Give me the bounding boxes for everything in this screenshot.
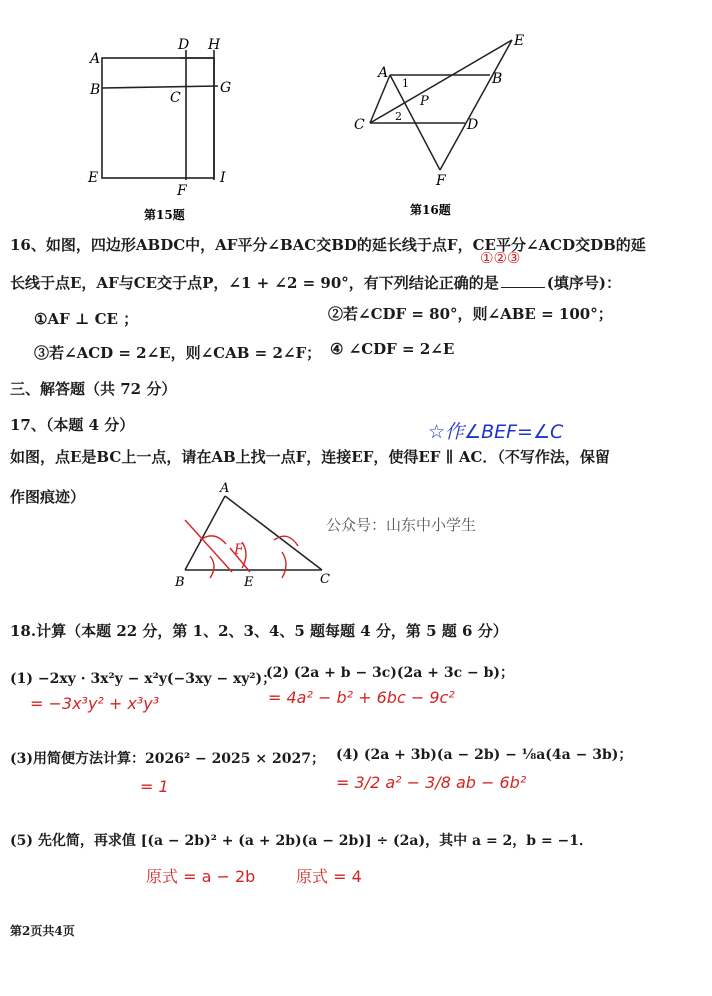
q17-title: 17、（本题 4 分） [10, 416, 135, 434]
fig17-label-b: B [175, 575, 185, 590]
q18-part-3-answer: = 1 [140, 777, 169, 796]
fig16-label-e: E [514, 33, 525, 49]
q17-handwritten-note: ☆作∠BEF=∠C [428, 421, 564, 443]
fig16-label-c: C [354, 117, 365, 133]
fig15-label-h: H [208, 37, 221, 53]
figure-15 [80, 30, 250, 230]
q16-answer-blank [501, 287, 545, 288]
fig16-label-d: D [467, 117, 479, 133]
fig16-label-f: F [436, 173, 446, 189]
q16-line2-suffix: (填序号)： [546, 274, 621, 292]
fig15-label-f: F [177, 183, 187, 199]
q18-part-3: (3)用简便方法计算：2026² − 2025 × 2027； [10, 751, 325, 767]
q18-part-2-answer: = 4a² − b² + 6bc − 9c² [268, 688, 455, 707]
fig16-label-b: B [492, 71, 503, 87]
q18-part-5: (5) 先化简，再求值 [(a − 2b)² + (a + 2b)(a − 2b)] ÷ (2a)，其中 a = 2，b = −1． [10, 833, 594, 849]
fig16-caption: 第16题 [410, 203, 451, 217]
q17-line2: 作图痕迹） [10, 488, 86, 506]
fig17-label-c: C [320, 572, 330, 587]
watermark: 公众号：山东中小学生 [326, 516, 477, 534]
fig15-label-a: A [90, 51, 101, 67]
fig15-label-e: E [88, 170, 99, 186]
figure-16 [340, 25, 540, 225]
fig15-label-d: D [178, 37, 190, 53]
fig17-label-e: E [244, 575, 254, 590]
fig15-label-b: B [90, 82, 101, 98]
page-footer: 第2页共4页 [10, 924, 75, 938]
q16-handwritten-answer: ①②③ [480, 249, 521, 267]
q18-part-4: (4) (2a + 3b)(a − 2b) − ⅛a(4a − 3b)； [336, 747, 633, 763]
q18-title: 18.计算（本题 22 分，第 1、2、3、4、5 题每题 4 分，第 5 题 6 分） [10, 622, 508, 640]
fig15-label-i: I [220, 170, 226, 186]
q17-line1: 如图，点E是BC上一点，请在AB上找一点F，连接EF，使得EF ∥ AC．（不写作法，保留 [10, 448, 610, 466]
q16-option-1: ①AF ⊥ CE ； [34, 310, 139, 328]
q16-line1: 16、如图，四边形ABDC中，AF平分∠BAC交BD的延长线于点F，CE平分∠ACD交DB的延 [10, 236, 646, 254]
fig17-label-a: A [220, 482, 230, 496]
fig15-label-c: C [170, 90, 181, 106]
fig15-label-g: G [220, 80, 232, 96]
q18-part-5-answer-2: 原式 = 4 [296, 867, 362, 886]
fig16-angle-2: 2 [395, 110, 402, 123]
q16-line2 [10, 272, 621, 293]
q16-line2-text: 长线于点E，AF与CE交于点P，∠1 + ∠2 = 90°，有下列结论正确的是 [10, 274, 499, 292]
q18-part-2: (2) (2a + b − 3c)(2a + 3c − b)； [266, 665, 515, 681]
q16-option-2: ②若∠CDF = 80°，则∠ABE = 100°； [328, 305, 613, 323]
q18-part-5-answer-1: 原式 = a − 2b [146, 867, 256, 886]
figure-17 [170, 482, 340, 592]
q18-part-1-answer: = −3x³y² + x³y³ [30, 694, 160, 713]
q18-part-4-answer: = 3/2 a² − 3/8 ab − 6b² [336, 773, 527, 792]
fig15-caption: 第15题 [144, 208, 185, 222]
fig16-angle-1: 1 [402, 77, 409, 90]
fig17-label-f: F [234, 542, 244, 558]
fig16-label-p: P [420, 94, 429, 109]
fig16-label-a: A [378, 65, 389, 81]
q18-part-1: (1) −2xy · 3x²y − x²y(−3xy − xy²)； [10, 671, 277, 687]
q16-option-4: ④ ∠CDF = 2∠E [330, 340, 455, 358]
q16-option-3: ③若∠ACD = 2∠E，则∠CAB = 2∠F； [34, 344, 322, 362]
section-3-title: 三、解答题（共 72 分） [10, 380, 177, 398]
